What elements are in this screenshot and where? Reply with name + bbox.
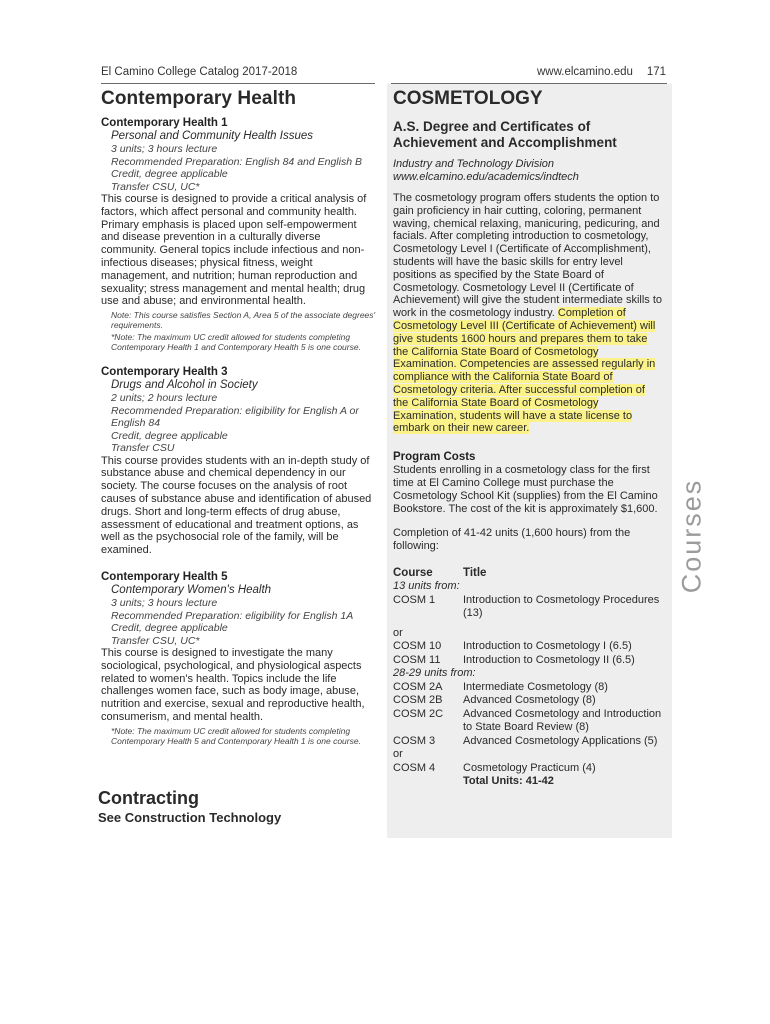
- degree-title: A.S. Degree and Certificates of Achievement and Accomplishment: [393, 119, 617, 150]
- course-meta-line: Transfer CSU, UC*: [111, 180, 200, 193]
- course-meta-line: Credit, degree applicable: [111, 168, 228, 180]
- table-row: [393, 762, 663, 776]
- column-header-title: Title: [463, 566, 487, 579]
- course-name: Intermediate Cosmetology (8): [463, 680, 608, 693]
- course-name: Advanced Cosmetology and Introduction to State Board Review (8): [463, 707, 662, 734]
- course-meta-line: 3 units; 3 hours lecture: [111, 143, 218, 155]
- course-meta-line: English 84: [111, 417, 161, 430]
- course-title: Contemporary Health 5: [101, 571, 228, 584]
- course-code: COSM 2C: [393, 707, 444, 720]
- course-meta-line: Transfer CSU: [111, 442, 175, 455]
- course-meta-line: 2 units; 2 hours lecture: [111, 392, 218, 405]
- course-note: *Note: The maximum UC credit allowed for students completing Contemporary Health 1 and Contemporary Health 5 is one course.: [111, 332, 361, 353]
- total-units: Total Units: 41-42: [463, 775, 554, 788]
- course-name: Introduction to Cosmetology I (6.5): [463, 640, 632, 653]
- course-requirements-table: [393, 567, 663, 789]
- section-title-contemporary-health: Contemporary Health: [101, 88, 297, 109]
- program-intro-text: The cosmetology program offers students the option to gain proficiency in hair cutting, coloring, permanent waving, chemical relaxing, manicuring, pedicuring, and facials. After completing introduction to cosmetology, Cosmetology Level I (Certificate of Accomplishment), students will have the basic skills for entry level positions as specified by the State Board of Cosmetology. Cosmetology Level II (Certificate of Achievement) will give the student intermediate skills to work in the cosmetology industry.: [393, 192, 663, 320]
- course-block-ch1: [101, 117, 377, 352]
- section-title-contracting: Contracting: [98, 788, 199, 808]
- course-description: This course is designed to provide a critical analysis of factors, which affect personal and community health. Primary emphasis is placed upon self-empowerment and disease prevention in a culturally diverse community. General topics include infectious and non-infectious diseases; physical fitness, weight management, and nutrition; human reproduction and sexuality; stress management and mental health; drug use and abuse; and environmental health.: [101, 193, 367, 308]
- table-row: [393, 775, 663, 789]
- or-label: or: [393, 748, 403, 761]
- header-rule-left: [101, 83, 375, 84]
- course-subtitle: Contemporary Women's Health: [111, 584, 272, 597]
- running-header-right: [537, 66, 666, 78]
- table-row: [393, 735, 663, 749]
- course-code: COSM 4: [393, 761, 436, 774]
- units-group-label: 28-29 units from:: [393, 667, 476, 680]
- course-meta-line: Transfer CSU, UC*: [111, 634, 200, 647]
- division-url: www.elcamino.edu/academics/indtech: [393, 171, 579, 183]
- course-meta-line: 3 units; 3 hours lecture: [111, 597, 218, 610]
- table-row: [393, 621, 663, 641]
- course-meta-line: Recommended Preparation: eligibility for English 1A: [111, 609, 354, 622]
- course-code: COSM 11: [393, 653, 441, 666]
- page-number: 171: [646, 66, 667, 78]
- table-header-row: [393, 567, 663, 581]
- course-subtitle: Drugs and Alcohol in Society: [111, 379, 258, 392]
- table-row: [393, 580, 663, 594]
- course-block-ch3: [101, 366, 377, 557]
- course-code: COSM 2B: [393, 694, 443, 707]
- course-description: This course is designed to investigate the many sociological, psychological, and physiological aspects related to women's health. Topics include the life challenges women face, such as body image, abuse, nutrition and exercise, sexual and reproductive health, consumerism, and mental health.: [101, 647, 365, 724]
- table-row: [393, 708, 663, 735]
- cross-reference-construction: See Construction Technology: [98, 810, 282, 825]
- course-block-ch5: [101, 571, 377, 746]
- left-column: [101, 88, 377, 760]
- course-name: Introduction to Cosmetology Procedures (13): [463, 593, 660, 620]
- or-label: or: [393, 626, 403, 639]
- highlighted-text: Completion of Cosmetology Level III (Certificate of Achievement) will give students 1600 hours and prepares them to take the California State Board of Cosmetology Examination. Competencies are assessed regularly in compliance with the California State Board of Cosmetology criteria. After successful completion of the California State Board of Cosmetology Examination, students will have a state license to embark on their new career.: [393, 307, 656, 435]
- course-meta-line: Recommended Preparation: English 84 and English B: [111, 155, 362, 168]
- course-code: COSM 1: [393, 593, 436, 606]
- course-name: Cosmetology Practicum (4): [463, 761, 596, 774]
- table-row: [393, 640, 663, 654]
- course-note: Note: This course satisfies Section A, Area 5 of the associate degrees' requirements.: [111, 310, 376, 331]
- table-row: [393, 748, 663, 762]
- table-row: [393, 594, 663, 621]
- course-code: COSM 10: [393, 640, 442, 653]
- course-meta-line: Credit, degree applicable: [111, 429, 228, 442]
- program-intro: [393, 192, 663, 435]
- course-name: Advanced Cosmetology Applications (5): [463, 734, 658, 747]
- right-column: [393, 88, 663, 789]
- courses-side-tab: [662, 476, 722, 596]
- table-row: [393, 681, 663, 695]
- program-costs-heading: Program Costs: [393, 451, 476, 464]
- course-code: COSM 3: [393, 734, 436, 747]
- course-note: *Note: The maximum UC credit allowed for students completing Contemporary Health 5 and Contemporary Health 1 is one course.: [111, 725, 361, 746]
- course-title: Contemporary Health 3: [101, 366, 228, 379]
- division-name: Industry and Technology Division: [393, 158, 555, 170]
- table-row: [393, 654, 663, 668]
- courses-tab-label: Courses: [676, 478, 707, 594]
- table-row: [393, 667, 663, 681]
- completion-requirements: Completion of 41-42 units (1,600 hours) from the following:: [393, 527, 631, 553]
- column-header-course: Course: [393, 566, 433, 579]
- units-group-label: 13 units from:: [393, 580, 460, 593]
- program-costs-text: Students enrolling in a cosmetology class for the first time at El Camino College must purchase the Cosmetology School Kit (supplies) from the El Camino Bookstore. The cost of the kit is approximately $1,600.: [393, 464, 658, 515]
- course-code: COSM 2A: [393, 680, 443, 693]
- course-meta-line: Recommended Preparation: eligibility for English A or: [111, 404, 359, 417]
- running-header-catalog: El Camino College Catalog 2017-2018: [101, 66, 298, 78]
- header-site: www.elcamino.edu: [537, 66, 633, 78]
- course-description: This course provides students with an in-depth study of substance abuse and chemical dependency in our society. The course focuses on the analysis of root causes of substance abuse and identification of abused drugs. Short and long-term effects of drug abuse, assessment of educational and treatment options, as well as the psychosocial role of the family, will be examined.: [101, 454, 372, 557]
- course-subtitle: Personal and Community Health Issues: [111, 130, 313, 142]
- table-row: [393, 694, 663, 708]
- course-title: Contemporary Health 1: [101, 117, 228, 129]
- course-name: Advanced Cosmetology (8): [463, 694, 596, 707]
- course-name: Introduction to Cosmetology II (6.5): [463, 653, 635, 666]
- course-meta-line: Credit, degree applicable: [111, 622, 228, 635]
- section-title-cosmetology: COSMETOLOGY: [393, 88, 543, 109]
